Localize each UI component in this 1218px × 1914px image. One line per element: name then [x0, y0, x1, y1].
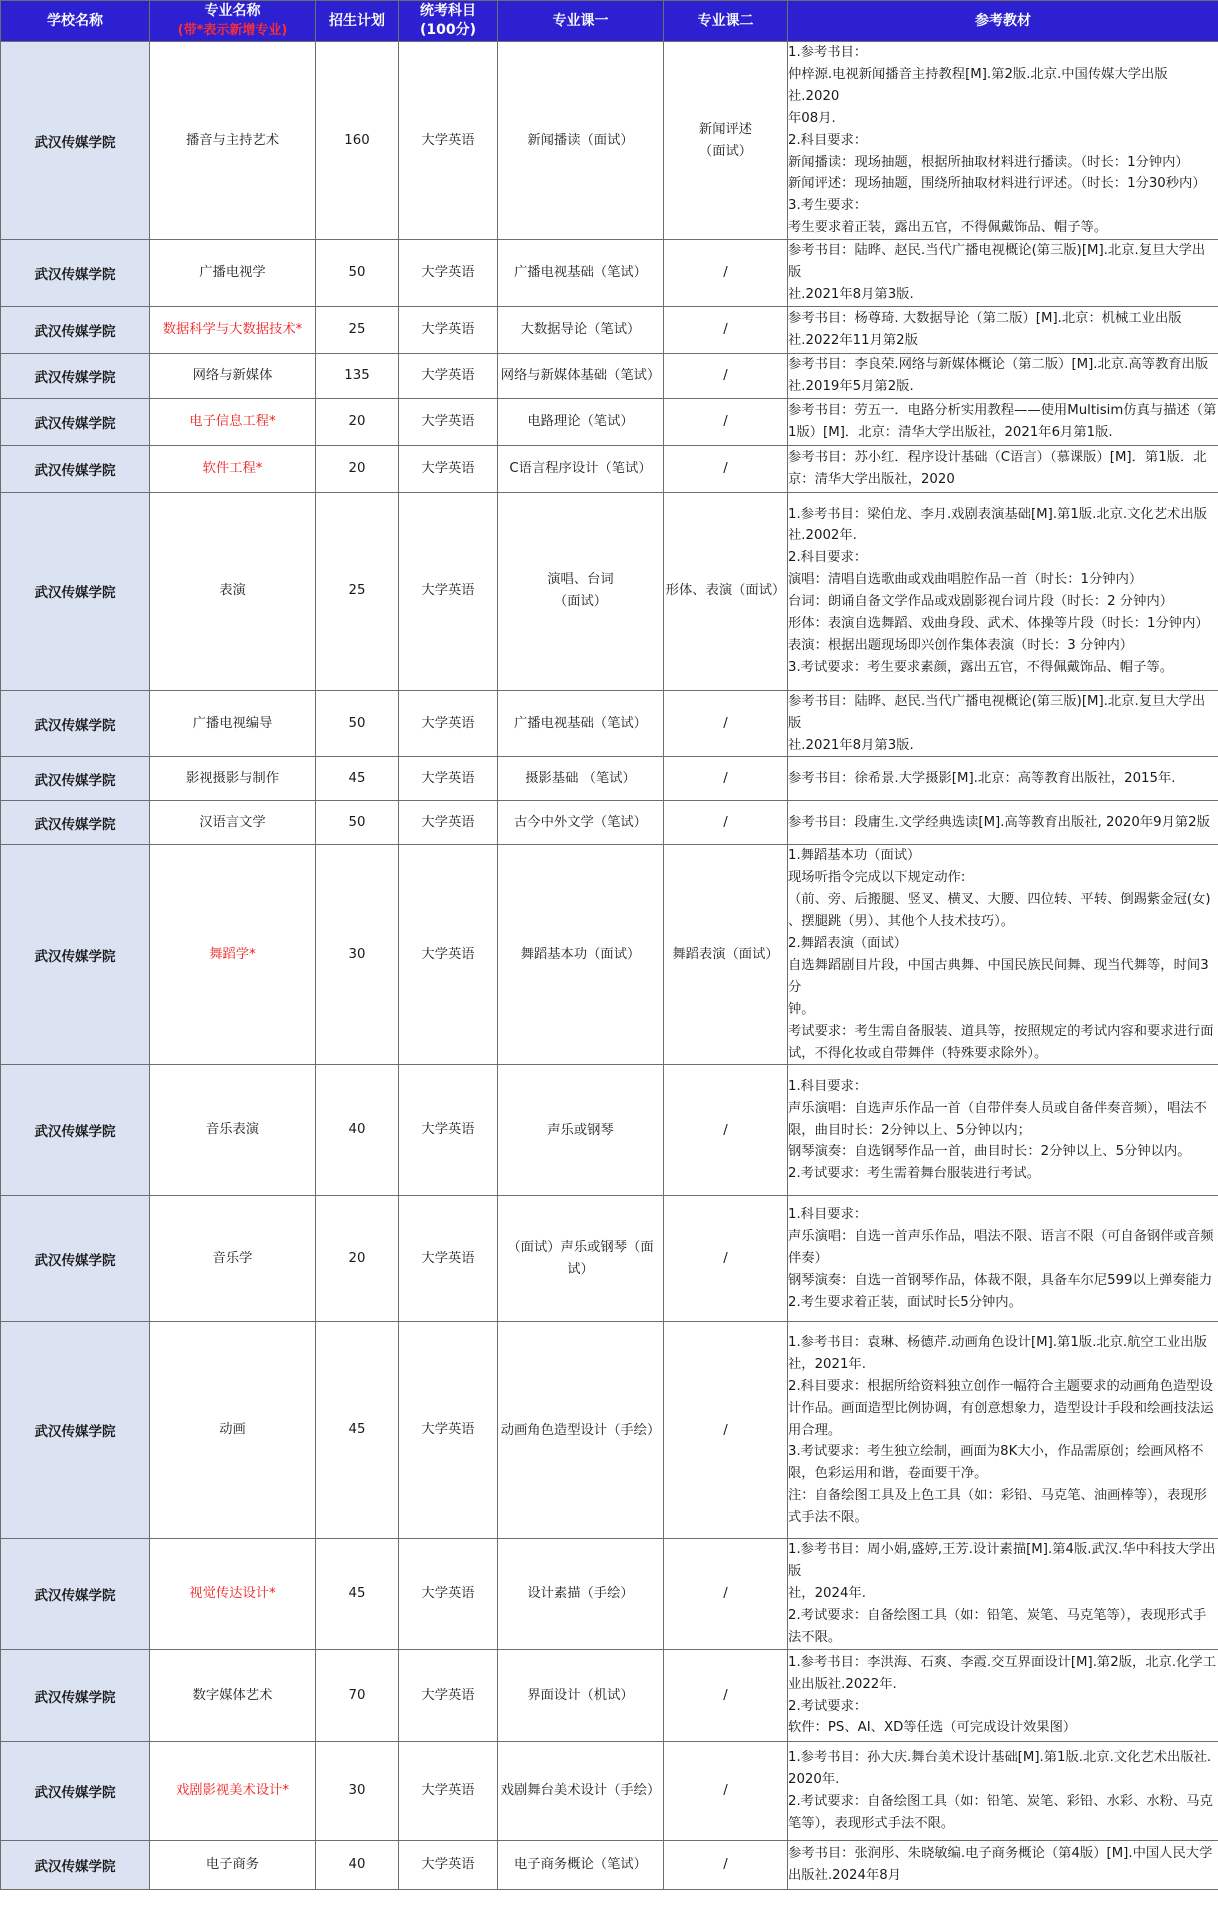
reference-line: 2.科目要求： [788, 132, 868, 148]
header-plan: 招生计划 [316, 1, 399, 42]
school-name-cell: 武汉传媒学院 [1, 1539, 150, 1650]
reference-line: 1.参考书目：李洪海、石爽、李霞.交互界面设计[M].第2版，北京.化学工 [788, 1654, 1216, 1670]
course-two-cell [664, 1742, 788, 1841]
table-row [1, 240, 1218, 307]
reference-line: 声乐演唱：自选声乐作品一首（自带伴奏人员或自备伴奏音频），唱法不 [788, 1100, 1207, 1116]
reference-line: 式手法不限。 [788, 1510, 868, 1526]
reference-line: 2.考试要求：考生需着舞台服装进行考试。 [788, 1166, 1041, 1182]
course-two-cell [664, 690, 788, 757]
major-name-cell: 动画 [150, 1322, 316, 1539]
reference-cell [788, 1196, 1218, 1322]
course-one-cell [498, 398, 664, 445]
reference-line: 现场听指令完成以下规定动作: [788, 870, 966, 886]
reference-line: 2.考试要求：自备绘图工具（如：铅笔、炭笔、彩铅、水彩、水粉、马克 [788, 1794, 1213, 1809]
course-two-line: / [723, 460, 728, 476]
course-one-cell [498, 690, 664, 757]
course-one-line: 电路理论（笔试） [527, 413, 634, 429]
table-row [1, 801, 1218, 845]
major-name-cell: 播音与主持艺术 [150, 42, 316, 240]
school-name-cell: 武汉传媒学院 [1, 240, 150, 307]
school-name-cell: 武汉传媒学院 [1, 1742, 150, 1841]
reference-line: 1.参考书目：周小娟,盛婷,王芳.设计素描[M].第4版.武汉.华中科技大学出版 [788, 1542, 1216, 1580]
enrollment-plan-cell: 50 [316, 801, 399, 845]
reference-line: 注：自备绘图工具及上色工具（如：彩铅、马克笔、油画棒等），表现形 [788, 1488, 1207, 1504]
course-one-cell [498, 306, 664, 353]
course-two-line: / [723, 715, 728, 731]
unified-subject-cell: 大学英语 [399, 1539, 498, 1650]
table-row [1, 1650, 1218, 1742]
course-one-line: C语言程序设计（笔试） [509, 460, 652, 476]
reference-line: 用合理。 [788, 1422, 842, 1438]
course-two-line: / [723, 1251, 728, 1267]
enrollment-plan-cell: 50 [316, 240, 399, 307]
course-one-cell [498, 240, 664, 307]
reference-cell [788, 690, 1218, 757]
reference-line: 声乐演唱：自选一首声乐作品，唱法不限、语言不限（可自备钢伴或音频 [788, 1229, 1214, 1245]
reference-line: 参考书目：杨尊琦. 大数据导论（第二版）[M].北京：机械工业出版 [788, 310, 1182, 326]
course-two-cell [664, 801, 788, 845]
unified-subject-cell: 大学英语 [399, 398, 498, 445]
course-two-cell [664, 398, 788, 445]
table-row [1, 353, 1218, 398]
reference-line: 限，曲目时长：2分钟以上、5分钟以内； [788, 1122, 1031, 1138]
enrollment-plan-cell: 20 [316, 1196, 399, 1322]
reference-cell [788, 353, 1218, 398]
reference-line: 1.参考书目： [788, 45, 868, 60]
major-name-cell: 数字媒体艺术 [150, 1650, 316, 1742]
reference-cell [788, 42, 1218, 240]
reference-line: 参考书目：张润彤、朱晓敏编.电子商务概论（第4版）[M].中国人民大学 [788, 1846, 1213, 1862]
school-name-cell: 武汉传媒学院 [1, 1650, 150, 1742]
reference-line: 2.考生要求着正装，面试时长5分钟内。 [788, 1294, 1022, 1310]
major-name-cell: 表演 [150, 492, 316, 690]
header-course1: 专业课一 [498, 1, 664, 42]
course-two-cell [664, 845, 788, 1065]
table-row [1, 1539, 1218, 1650]
enrollment-plan-cell: 40 [316, 1841, 399, 1890]
course-one-cell [498, 1539, 664, 1650]
header-course2: 专业课二 [664, 1, 788, 42]
reference-line: 年08月. [788, 110, 836, 126]
school-name-cell: 武汉传媒学院 [1, 1196, 150, 1322]
course-two-line: / [723, 770, 728, 786]
header-unified-line2: (100分) [419, 22, 477, 38]
course-one-line: 舞蹈基本功（面试） [520, 946, 641, 962]
reference-cell [788, 845, 1218, 1065]
course-two-line: / [723, 1687, 728, 1703]
course-two-line: / [723, 1586, 728, 1602]
enrollment-plan-cell: 135 [316, 353, 399, 398]
course-one-line: 大数据导论（笔试） [520, 321, 641, 337]
course-two-line: / [723, 1422, 728, 1438]
reference-line: 1.参考书目：梁伯龙、李月.戏剧表演基础[M].第1版.北京.文化艺术出版 [788, 506, 1207, 522]
course-two-line: / [723, 814, 728, 830]
course-two-line: / [723, 321, 728, 337]
course-one-line: 动画角色造型设计（手绘） [500, 1422, 661, 1438]
school-name-cell: 武汉传媒学院 [1, 1841, 150, 1890]
reference-line: 参考书目：陆晔、赵民.当代广播电视概论(第三版)[M].北京.复旦大学出版 [788, 243, 1206, 281]
major-name-cell: 戏剧影视美术设计* [150, 1742, 316, 1841]
reference-line: （前、旁、后搬腿、竖叉、横叉、大腰、四位转、平转、倒踢紫金冠(女) [788, 892, 1211, 908]
reference-line: 参考书目：劳五一．电路分析实用教程——使用Multisim仿真与描述（第 [788, 402, 1217, 418]
major-name-cell: 广播电视编导 [150, 690, 316, 757]
reference-line: 1.舞蹈基本功（面试） [788, 848, 921, 864]
table-row [1, 757, 1218, 801]
reference-cell [788, 757, 1218, 801]
header-major [150, 1, 316, 42]
unified-subject-cell: 大学英语 [399, 306, 498, 353]
reference-line: 3.考试要求：考生要求素颜，露出五官，不得佩戴饰品、帽子等。 [788, 659, 1173, 675]
header-reference: 参考教材 [788, 1, 1218, 42]
reference-line: 笔等），表现形式手法不限。 [788, 1815, 955, 1831]
enrollment-plan-cell: 20 [316, 398, 399, 445]
reference-line: 社.2019年5月第2版. [788, 378, 914, 394]
course-one-line: 广播电视基础（笔试） [514, 715, 647, 731]
unified-subject-cell: 大学英语 [399, 492, 498, 690]
reference-cell [788, 1322, 1218, 1539]
major-name-cell: 数据科学与大数据技术* [150, 306, 316, 353]
reference-line: 社，2021年. [788, 1356, 866, 1372]
course-one-cell [498, 42, 664, 240]
enrollment-plan-cell: 45 [316, 1322, 399, 1539]
reference-line: 2020年. [788, 1772, 840, 1788]
reference-cell [788, 1742, 1218, 1841]
school-name-cell: 武汉传媒学院 [1, 398, 150, 445]
unified-subject-cell: 大学英语 [399, 1650, 498, 1742]
course-one-cell [498, 845, 664, 1065]
course-one-line: （面试）声乐或钢琴（面 [507, 1240, 654, 1256]
reference-cell [788, 492, 1218, 690]
reference-cell [788, 240, 1218, 307]
course-one-cell [498, 1742, 664, 1841]
reference-line: 京：清华大学出版社，2020 [788, 471, 955, 487]
reference-line: 1版）[M]．北京：清华大学出版社，2021年6月第1版. [788, 424, 1113, 440]
enrollment-plan-cell: 45 [316, 1539, 399, 1650]
unified-subject-cell: 大学英语 [399, 240, 498, 307]
table-body [1, 42, 1218, 1890]
reference-line: 演唱：清唱自选歌曲或戏曲唱腔作品一首（时长：1分钟内） [788, 572, 1143, 588]
course-two-cell [664, 1322, 788, 1539]
course-two-cell [664, 1650, 788, 1742]
reference-line: 2.考试要求： [788, 1698, 868, 1714]
reference-line: 社.2002年. [788, 528, 857, 544]
reference-line: 1.参考书目：孙大庆.舞台美术设计基础[M].第1版.北京.文化艺术出版社. [788, 1750, 1212, 1766]
course-two-cell [664, 757, 788, 801]
table-row [1, 445, 1218, 492]
reference-line: 钢琴演奏：自选钢琴作品一首，曲目时长：2分钟以上、5分钟以内。 [788, 1144, 1191, 1160]
table-row [1, 1742, 1218, 1841]
course-one-line: 网络与新媒体基础（笔试） [500, 367, 661, 383]
course-one-cell [498, 1196, 664, 1322]
reference-line: 参考书目：陆晔、赵民.当代广播电视概论(第三版)[M].北京.复旦大学出版 [788, 693, 1206, 731]
unified-subject-cell: 大学英语 [399, 801, 498, 845]
course-one-line: 古今中外文学（笔试） [514, 814, 647, 830]
course-one-line: 界面设计（机试） [527, 1687, 634, 1703]
course-two-line: / [723, 1857, 728, 1873]
course-one-line: 声乐或钢琴 [547, 1122, 614, 1138]
school-name-cell: 武汉传媒学院 [1, 1065, 150, 1196]
reference-line: 3.考生要求： [788, 198, 868, 214]
table-row [1, 1322, 1218, 1539]
school-name-cell: 武汉传媒学院 [1, 1322, 150, 1539]
course-two-cell [664, 1065, 788, 1196]
course-one-line: 摄影基础 （笔试） [525, 770, 636, 786]
course-two-line: / [723, 1122, 728, 1138]
reference-line: 2.科目要求： [788, 550, 868, 566]
reference-line: 新闻播读：现场抽题，根据所抽取材料进行播读。（时长：1分钟内） [788, 154, 1189, 170]
course-two-cell [664, 1539, 788, 1650]
enrollment-plan-cell: 20 [316, 445, 399, 492]
reference-line: 业出版社.2022年. [788, 1676, 897, 1692]
course-two-line: / [723, 265, 728, 281]
reference-line: 台词：朗诵自备文学作品或戏剧影视台词片段（时长：2 分钟内） [788, 594, 1173, 610]
course-one-line: 新闻播读（面试） [527, 132, 634, 148]
reference-cell [788, 398, 1218, 445]
enrollment-plan-cell: 70 [316, 1650, 399, 1742]
course-two-line: 新闻评述 [698, 121, 753, 137]
reference-cell [788, 306, 1218, 353]
reference-line: 1.科目要求： [788, 1207, 868, 1223]
course-one-line: 试） [567, 1261, 594, 1277]
reference-line: 伴奏） [788, 1251, 828, 1267]
major-name-cell: 音乐表演 [150, 1065, 316, 1196]
table-row [1, 1065, 1218, 1196]
reference-line: 2.科目要求：根据所给资料独立创作一幅符合主题要求的动画角色造型设 [788, 1378, 1213, 1394]
reference-line: 2.舞蹈表演（面试） [788, 936, 908, 952]
table-row [1, 398, 1218, 445]
enrollment-plan-cell: 30 [316, 845, 399, 1065]
unified-subject-cell: 大学英语 [399, 445, 498, 492]
major-name-cell: 视觉传达设计* [150, 1539, 316, 1650]
unified-subject-cell: 大学英语 [399, 1065, 498, 1196]
course-two-cell [664, 1841, 788, 1890]
school-name-cell: 武汉传媒学院 [1, 353, 150, 398]
reference-line: 参考书目：苏小红．程序设计基础（C语言）（慕课版）[M]．第1版．北 [788, 449, 1207, 465]
unified-subject-cell: 大学英语 [399, 1841, 498, 1890]
header-row [1, 1, 1218, 42]
reference-line: 2.考试要求：自备绘图工具（如：铅笔、炭笔、马克笔等），表现形式手 [788, 1608, 1207, 1624]
school-name-cell: 武汉传媒学院 [1, 306, 150, 353]
course-one-cell [498, 1650, 664, 1742]
reference-line: 软件：PS、AI、XD等任选（可完成设计效果图） [788, 1720, 1077, 1736]
major-name-cell: 音乐学 [150, 1196, 316, 1322]
reference-line: 仲梓源.电视新闻播音主持教程[M].第2版.北京.中国传媒大学出版社.2020 [788, 66, 1168, 104]
major-name-cell: 网络与新媒体 [150, 353, 316, 398]
table-row [1, 492, 1218, 690]
unified-subject-cell: 大学英语 [399, 42, 498, 240]
course-one-line: 戏剧舞台美术设计（手绘） [500, 1783, 661, 1799]
reference-cell [788, 801, 1218, 845]
reference-line: 表演：根据出题现场即兴创作集体表演（时长：3 分钟内） [788, 638, 1134, 653]
unified-subject-cell: 大学英语 [399, 757, 498, 801]
course-two-line: 形体、表演（面试） [665, 583, 786, 599]
reference-line: 限，色彩运用和谐，卷面要干净。 [788, 1466, 988, 1482]
table-row [1, 1196, 1218, 1322]
reference-line: 社，2024年. [788, 1586, 866, 1602]
course-one-cell [498, 757, 664, 801]
unified-subject-cell: 大学英语 [399, 1196, 498, 1322]
major-name-cell: 汉语言文学 [150, 801, 316, 845]
course-two-cell [664, 492, 788, 690]
major-name-cell: 广播电视学 [150, 240, 316, 307]
course-two-cell [664, 306, 788, 353]
reference-line: 计作品。画面造型比例协调，有创意想象力，造型设计手段和绘画技法运 [788, 1400, 1214, 1416]
school-name-cell: 武汉传媒学院 [1, 845, 150, 1065]
enrollment-plan-cell: 160 [316, 42, 399, 240]
reference-line: 参考书目：李良荣.网络与新媒体概论（第二版）[M].北京.高等教育出版 [788, 356, 1209, 372]
reference-line: 试，不得化妆或自带舞伴（特殊要求除外）。 [788, 1045, 1048, 1061]
table-row [1, 690, 1218, 757]
course-one-cell [498, 1065, 664, 1196]
school-name-cell: 武汉传媒学院 [1, 801, 150, 845]
enrollment-plan-cell: 45 [316, 757, 399, 801]
course-two-cell [664, 353, 788, 398]
unified-subject-cell: 大学英语 [399, 690, 498, 757]
course-two-line: / [723, 413, 728, 429]
reference-cell [788, 445, 1218, 492]
unified-subject-cell: 大学英语 [399, 353, 498, 398]
course-two-cell [664, 445, 788, 492]
course-one-cell [498, 1841, 664, 1890]
course-one-line: 演唱、台词 [547, 572, 614, 588]
table-row [1, 306, 1218, 353]
major-name-cell: 影视摄影与制作 [150, 757, 316, 801]
school-name-cell: 武汉传媒学院 [1, 690, 150, 757]
course-one-cell [498, 445, 664, 492]
reference-line: 参考书目：段庸生.文学经典选读[M].高等教育出版社, 2020年9月第2版 [788, 814, 1210, 830]
major-name-cell: 电子信息工程* [150, 398, 316, 445]
table-row [1, 1841, 1218, 1890]
major-name-cell: 电子商务 [150, 1841, 316, 1890]
course-two-line: / [723, 1783, 728, 1799]
header-unified-line1: 统考科目 [420, 3, 476, 19]
table-row [1, 845, 1218, 1065]
course-one-cell [498, 801, 664, 845]
major-name-cell: 软件工程* [150, 445, 316, 492]
reference-line: 新闻评述：现场抽题，围绕所抽取材料进行评述。（时长：1分30秒内） [788, 176, 1206, 192]
reference-line: 出版社.2024年8月 [788, 1868, 902, 1883]
reference-cell [788, 1539, 1218, 1650]
table-row [1, 42, 1218, 240]
header-unified [399, 1, 498, 42]
reference-line: 参考书目：徐希景.大学摄影[M].北京：高等教育出版社，2015年. [788, 770, 1176, 786]
reference-line: 、摆腿跳（男）、其他个人技术技巧）。 [788, 914, 1015, 930]
reference-line: 考生要求着正装，露出五官，不得佩戴饰品、帽子等。 [788, 220, 1108, 236]
reference-line: 社.2021年8月第3版. [788, 737, 914, 753]
reference-line: 考试要求：考生需自备服装、道具等，按照规定的考试内容和要求进行面 [788, 1023, 1214, 1039]
enrollment-plan-cell: 25 [316, 306, 399, 353]
unified-subject-cell: 大学英语 [399, 1322, 498, 1539]
reference-line: 社.2021年8月第3版. [788, 286, 914, 302]
school-name-cell: 武汉传媒学院 [1, 492, 150, 690]
course-one-cell [498, 1322, 664, 1539]
course-two-cell [664, 42, 788, 240]
course-one-line: 设计素描（手绘） [527, 1586, 634, 1602]
enrollment-plan-cell: 30 [316, 1742, 399, 1841]
reference-cell [788, 1841, 1218, 1890]
unified-subject-cell: 大学英语 [399, 845, 498, 1065]
school-name-cell: 武汉传媒学院 [1, 445, 150, 492]
school-name-cell: 武汉传媒学院 [1, 42, 150, 240]
course-one-line: （面试） [553, 594, 608, 610]
course-one-line: 广播电视基础（笔试） [514, 265, 647, 281]
reference-line: 社.2022年11月第2版 [788, 332, 918, 348]
reference-line: 法不限。 [788, 1630, 842, 1646]
course-one-cell [498, 353, 664, 398]
reference-line: 形体：表演自选舞蹈、戏曲身段、武术、体操等片段（时长：1分钟内） [788, 616, 1209, 632]
course-two-line: / [723, 367, 728, 383]
reference-line: 钟。 [788, 1001, 815, 1017]
unified-subject-cell: 大学英语 [399, 1742, 498, 1841]
enrollment-plan-cell: 40 [316, 1065, 399, 1196]
enrollment-plan-cell: 50 [316, 690, 399, 757]
header-school: 学校名称 [1, 1, 150, 42]
reference-line: 3.考试要求：考生独立绘制，画面为8K大小，作品需原创；绘画风格不 [788, 1444, 1204, 1460]
course-two-cell [664, 240, 788, 307]
course-one-line: 电子商务概论（笔试） [514, 1857, 647, 1873]
reference-line: 1.科目要求： [788, 1078, 868, 1094]
header-major-note: (带*表示新增专业) [177, 23, 288, 38]
reference-line: 自选舞蹈剧目片段，中国古典舞、中国民族民间舞、现当代舞等，时间3分 [788, 957, 1209, 995]
header-major-label: 专业名称 [204, 3, 261, 19]
reference-line: 钢琴演奏：自选一首钢琴作品，体裁不限，具备车尔尼599以上弹奏能力 [788, 1272, 1213, 1288]
course-one-cell [498, 492, 664, 690]
major-name-cell: 舞蹈学* [150, 845, 316, 1065]
reference-cell [788, 1650, 1218, 1742]
course-two-line: （面试） [698, 143, 753, 159]
reference-line: 1.参考书目：袁琳、杨德芹.动画角色设计[M].第1版.北京.航空工业出版 [788, 1334, 1207, 1350]
school-name-cell: 武汉传媒学院 [1, 757, 150, 801]
reference-cell [788, 1065, 1218, 1196]
course-two-line: 舞蹈表演（面试） [672, 946, 779, 962]
enrollment-plan-cell: 25 [316, 492, 399, 690]
course-two-cell [664, 1196, 788, 1322]
